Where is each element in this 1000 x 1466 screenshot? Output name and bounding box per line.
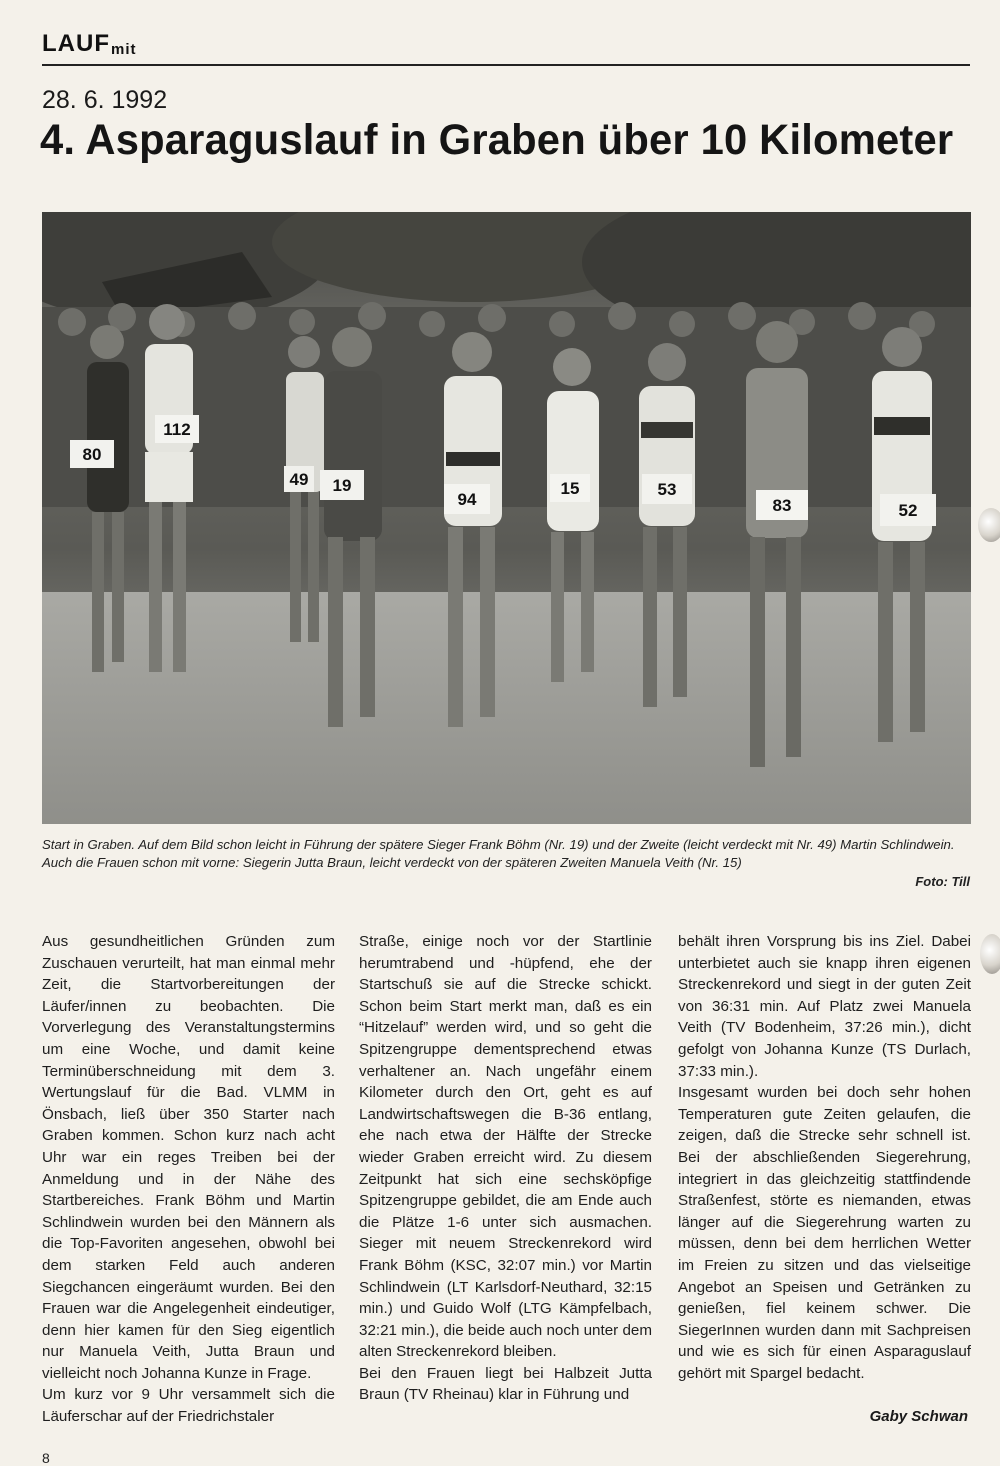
bib-112: 112 xyxy=(163,420,191,439)
article-column-2 xyxy=(359,931,652,1406)
article-column-1 xyxy=(42,931,335,1428)
punch-hole-top xyxy=(978,508,1000,542)
runners-photo-illustration xyxy=(42,212,971,824)
bib-94: 94 xyxy=(457,490,477,509)
photo-credit: Foto: Till xyxy=(915,874,970,889)
paragraph: Um kurz vor 9 Uhr versammelt sich die Läuferschar auf der Friedrichstaler xyxy=(42,1386,335,1426)
article-author: Gaby Schwan xyxy=(869,1408,968,1425)
bib-19: 19 xyxy=(332,476,352,495)
page-number: 8 xyxy=(42,1450,50,1466)
bib-52: 52 xyxy=(898,501,918,520)
article-title: 4. Asparaguslauf in Graben über 10 Kilometer xyxy=(40,116,954,164)
section-logo: LAUFmit xyxy=(42,30,137,58)
runners-photo xyxy=(42,212,971,824)
bib-15: 15 xyxy=(560,479,580,498)
paragraph: Straße, einige noch vor der Startlinie herumtrabend und -hüpfend, ehe der Startschuß sie auf die Strecke schickt. Schon beim Start merkt man, daß es ein “Hitzelauf” werden wird, und so geht die Spitzengruppe dementsprechend etwas verhaltener an. Nach ungefähr einem Kilometer durch den Ort, geht es auf Landwirtschaftswegen die B-36 entlang, ehe nach etwa der Hälfte der Strecke wieder Graben erreicht wird. Zu diesem Zeitpunkt hat sich eine sechsköpfige Spitzengruppe gebildet, die am Ende auch die Plätze 1-6 unter sich ausmachen. Sieger mit neuem Streckenrekord wird Frank Böhm (KSC, 32:07 min.) vor Martin Schlindwein (LT Karlsdorf-Neuthard, 32:15 min.) und Guido Wolf (LTG Kämpfelbach, 32:21 min.), die beide auch noch unter dem alten Streckenrekord bleiben. xyxy=(359,933,652,1361)
bib-53: 53 xyxy=(657,480,677,499)
paragraph: Insgesamt wurden bei doch sehr hohen Temperaturen gute Zeiten gelaufen, die zeigen, daß die Strecke sehr schnell ist. Bei der abschließenden Siegerehrung, integriert in das gleichzeitig stattfindende Straßenfest, störte es niemanden, etwas länger auf die Siegerehrung warten zu müssen, denn bei dem herrlichen Wetter im Freien zu sitzen und das vielseitige Angebot an Speisen und Getränken zu genießen, fiel keinem schwer. Die SiegerInnen wurden dann mit Sachpreisen und wie es sich für einen Asparaguslauf gehört mit Spargel bedacht. xyxy=(678,1084,971,1382)
bib-80: 80 xyxy=(82,445,102,464)
section-header xyxy=(42,28,970,66)
article-column-3 xyxy=(678,931,971,1384)
paragraph: behält ihren Vorsprung bis ins Ziel. Dabei unterbietet auch sie knapp ihren eigenen Streckenrekord und siegt in der guten Zeit von 36:31 min. Auf Platz zwei Manuela Veith (TV Bodenheim, 37:26 min.), dicht gefolgt von Johanna Kunze (TS Durlach, 37:33 min.). xyxy=(678,933,971,1080)
paragraph: Aus gesundheitlichen Gründen zum Zuschauen verurteilt, hat man einmal mehr Zeit, die Startvorbereitungen der Läufer/innen zu beobachten. Die Vorverlegung des Veranstaltungstermins um eine Woche, und damit keine Terminüberschneidung mit dem 3. Wertungslauf für die Bad. VLMM in Önsbach, ließ über 350 Starter nach Graben kommen. Schon kurz nach acht Uhr war ein reges Treiben bei der Anmeldung und in der Nähe des Startbereiches. Frank Böhm und Martin Schlindwein wurden bei den Männern als die Top-Favoriten angesehen, obwohl bei dem starken Feld auch anderen Siegchancen eingeräumt wurden. Bei den Frauen war die Angelegenheit eindeutiger, denn hier kamen für den Sieg eigentlich nur Manuela Veith, Jutta Braun und vielleicht noch Johanna Kunze in Frage. xyxy=(42,933,335,1382)
article-date: 28. 6. 1992 xyxy=(42,86,168,114)
punch-hole-bottom xyxy=(980,934,1000,974)
photo-caption: Start in Graben. Auf dem Bild schon leicht in Führung der spätere Sieger Frank Böhm (Nr. 19) und der Zweite (leicht verdeckt mit Nr. 49) Martin Schlindwein. Auch die Frauen schon mit vorne: Siegerin Jutta Braun, leicht verdeckt von der späteren Zweiten Manuela Veith (Nr. 15) xyxy=(42,837,955,870)
paragraph: Bei den Frauen liegt bei Halbzeit Jutta Braun (TV Rheinau) klar in Führung und xyxy=(359,1364,652,1404)
bib-83: 83 xyxy=(772,496,792,515)
bib-49: 49 xyxy=(289,470,309,489)
